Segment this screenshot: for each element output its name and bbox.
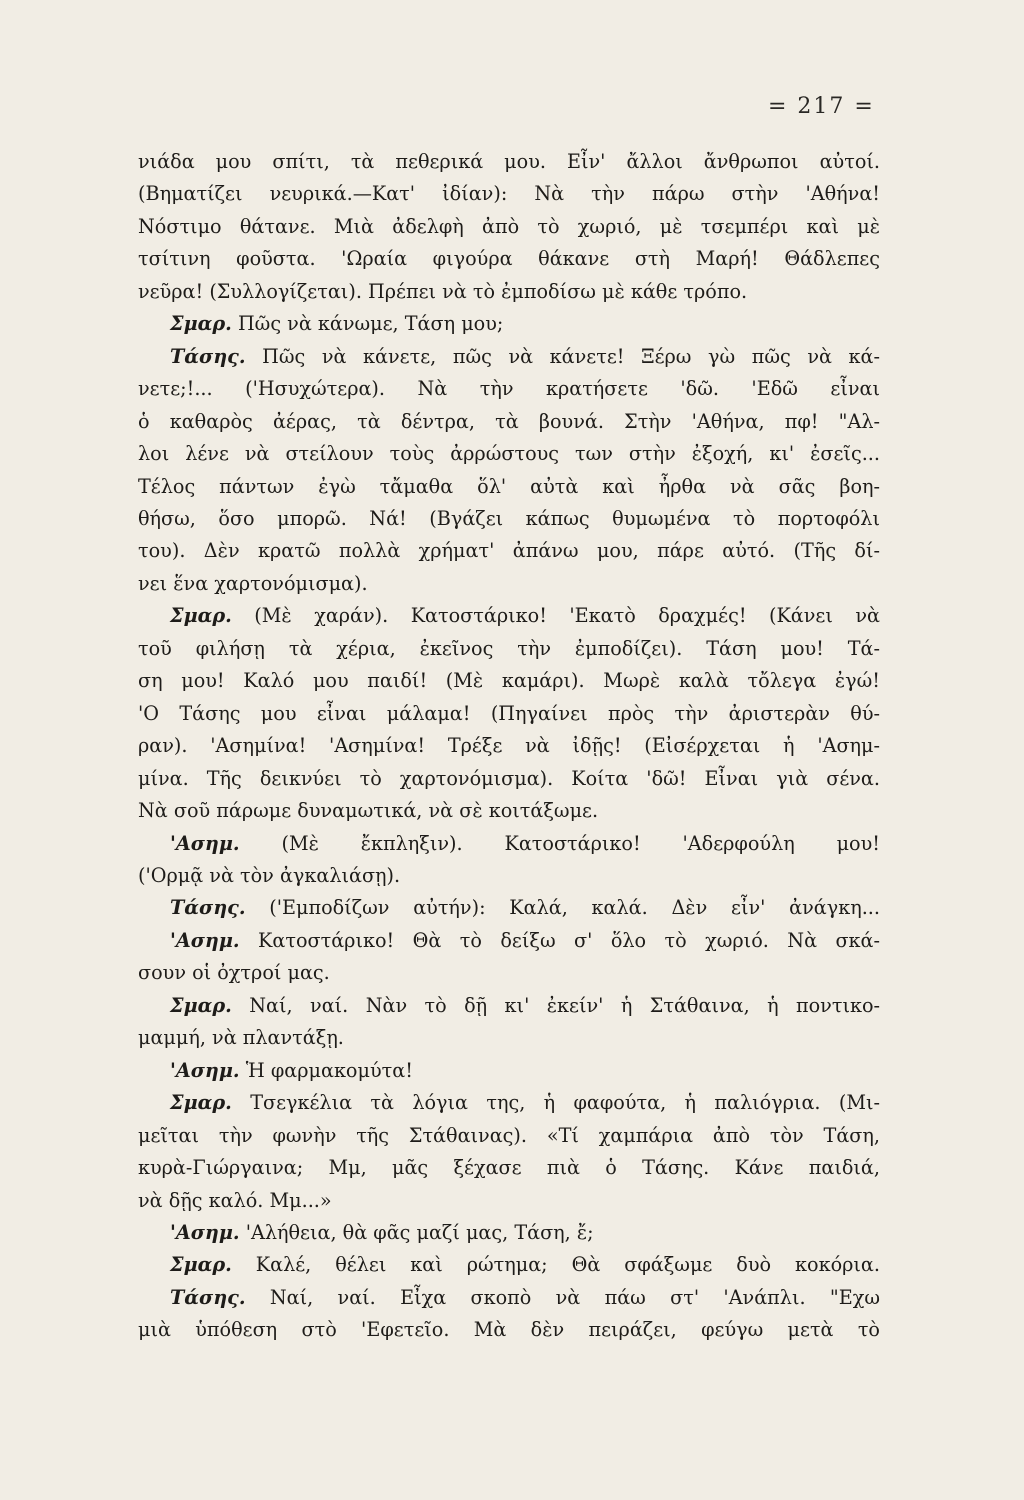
line-text: Ἡ φαρμακομύτα!: [245, 1058, 413, 1082]
text-line: [138, 1217, 880, 1249]
line-text: μεῖται τὴν φωνὴν τῆς Στάθαινας). «Τί χαμπάρια ἀπὸ τὸν Τάση,: [138, 1123, 880, 1147]
speaker-name: Τάσης.: [170, 1285, 246, 1309]
text-line: [138, 276, 880, 308]
page-number: = 217 =: [768, 94, 875, 119]
text-line: [138, 990, 880, 1022]
line-text: Τσεγκέλια τὰ λόγια της, ἡ φαφούτα, ἡ παλιόγρια. (Μι-: [250, 1091, 880, 1115]
speaker-name: Σμαρ.: [170, 993, 232, 1017]
speaker-name: Τάσης.: [170, 344, 246, 368]
speaker-name: Σμαρ.: [170, 312, 232, 336]
text-line: [138, 828, 880, 860]
speaker-name: Σμαρ.: [170, 604, 232, 628]
text-line: [138, 1087, 880, 1119]
text-line: [138, 698, 880, 730]
text-line: [138, 178, 880, 210]
line-text: 'Ο Τάσης μου εἶναι μάλαμα! (Πηγαίνει πρὸς τὴν ἀριστερὰν θύ-: [138, 701, 880, 725]
line-text: Ναί, ναί. Εἶχα σκοπὸ νὰ πάω στ' 'Ανάπλι. "Εχω: [269, 1285, 880, 1309]
speaker-name: Σμαρ.: [170, 1253, 232, 1277]
text-line: [138, 438, 880, 470]
line-text: ὁ καθαρὸς ἀέρας, τὰ δέντρα, τὰ βουνά. Στὴν 'Αθήνα, πφ! "Αλ-: [138, 409, 880, 433]
line-text: ('Ορμᾷ νὰ τὸν ἀγκαλιάσῃ).: [138, 863, 401, 887]
text-line: [138, 730, 880, 762]
line-text: (Βηματίζει νευρικά.—Κατ' ἰδίαν): Νὰ τὴν πάρω στὴν 'Αθήνα!: [138, 182, 880, 206]
line-text: νὰ δῇς καλό. Μμ...»: [138, 1188, 332, 1212]
line-text: Κατοστάρικο! Θὰ τὸ δείξω σ' ὅλο τὸ χωριό. Νὰ σκά-: [258, 928, 880, 952]
speaker-name: 'Ασημ.: [170, 1058, 240, 1082]
line-text: Ναί, ναί. Νὰν τὸ δῇ κι' ἐκείν' ἡ Στάθαινα, ἡ ποντικο-: [249, 993, 880, 1017]
line-text: μίνα. Τῆς δεικνύει τὸ χαρτονόμισμα). Κοίτα 'δῶ! Εἶναι γιὰ σένα.: [138, 766, 880, 790]
line-text: νεῦρα! (Συλλογίζεται). Πρέπει νὰ τὸ ἐμποδίσω μὲ κάθε τρόπο.: [138, 279, 748, 303]
text-line: [138, 146, 880, 178]
line-text: μαμμή, νὰ πλαντάξῃ.: [138, 1026, 344, 1050]
text-line: [138, 957, 880, 989]
text-line: [138, 1152, 880, 1184]
line-text: τσίτινη φοῦστα. 'Ωραία φιγούρα θάκανε στὴ Μαρή! Θάδλεπες: [138, 247, 880, 271]
text-line: [138, 633, 880, 665]
line-text: σουν οἱ ὀχτροί μας.: [138, 961, 330, 985]
text-line: [138, 1055, 880, 1087]
line-text: Νόστιμο θάτανε. Μιὰ ἀδελφὴ ἀπὸ τὸ χωριό, μὲ τσεμπέρι καὶ μὲ: [138, 214, 880, 238]
line-text: Νὰ σοῦ πάρωμε δυναμωτικά, νὰ σὲ κοιτάξωμε.: [138, 799, 599, 823]
line-text: Πῶς νὰ κάνετε, πῶς νὰ κάνετε! Ξέρω γὼ πῶς νὰ κά-: [262, 344, 880, 368]
line-text: (Μὲ χαράν). Κατοστάρικο! 'Εκατὸ δραχμές! (Κάνει νὰ: [254, 604, 880, 628]
text-line: [138, 471, 880, 503]
text-line: [138, 795, 880, 827]
text-line: [138, 1249, 880, 1281]
text-line: [138, 763, 880, 795]
text-line: [138, 860, 880, 892]
line-text: Καλέ, θέλει καὶ ρώτημα; Θὰ σφάξωμε δυὸ κοκόρια.: [255, 1253, 880, 1277]
text-line: [138, 600, 880, 632]
text-line: [138, 1314, 880, 1346]
text-line: [138, 406, 880, 438]
speaker-name: Σμαρ.: [170, 1091, 232, 1115]
line-text: κυρὰ-Γιώργαινα; Μμ, μᾶς ξέχασε πιὰ ὁ Τάσης. Κάνε παιδιά,: [138, 1156, 880, 1180]
text-line: [138, 1120, 880, 1152]
speaker-name: 'Ασημ.: [170, 1220, 240, 1244]
line-text: νιάδα μου σπίτι, τὰ πεθερικά μου. Εἶν' ἄλλοι ἄνθρωποι αὐτοί.: [138, 150, 880, 173]
line-text: ραν). 'Ασημίνα! 'Ασημίνα! Τρέξε νὰ ἰδῇς! (Εἰσέρχεται ἡ 'Ασημ-: [138, 734, 880, 758]
text-line: [138, 308, 880, 340]
line-text: μιὰ ὑπόθεση στὸ 'Εφετεῖο. Μὰ δὲν πειράζει, φεύγω μετὰ τὸ: [138, 1318, 880, 1342]
text-line: [138, 665, 880, 697]
text-line: [138, 1022, 880, 1054]
line-text: Τέλος πάντων ἐγὼ τἄμαθα ὅλ' αὐτὰ καὶ ἦρθα νὰ σᾶς βοη-: [138, 474, 880, 498]
text-line: [138, 341, 880, 373]
text-line: [138, 503, 880, 535]
text-line: [138, 535, 880, 567]
text-line: [138, 1185, 880, 1217]
line-text: Πῶς νὰ κάνωμε, Τάση μου;: [237, 312, 504, 336]
text-line: [138, 925, 880, 957]
speaker-name: 'Ασημ.: [170, 928, 240, 952]
text-line: [138, 568, 880, 600]
speaker-name: 'Ασημ.: [170, 831, 240, 855]
text-line: [138, 243, 880, 275]
text-line: [138, 892, 880, 924]
line-text: θήσω, ὅσο μπορῶ. Νά! (Βγάζει κάπως θυμωμένα τὸ πορτοφόλι: [138, 506, 880, 530]
text-line: [138, 211, 880, 243]
line-text: ('Εμποδίζων αὐτήν): Καλά, καλά. Δὲν εἶν' ἀνάγκη...: [269, 896, 880, 920]
line-text: τοῦ φιλήσῃ τὰ χέρια, ἐκεῖνος τὴν ἐμποδίζει). Τάση μου! Τά-: [138, 636, 880, 660]
text-line: [138, 373, 880, 405]
speaker-name: Τάσης.: [170, 896, 246, 920]
page-body-text: [138, 146, 880, 1347]
line-text: του). Δὲν κρατῶ πολλὰ χρήματ' ἀπάνω μου, πάρε αὐτό. (Τῆς δί-: [138, 539, 880, 563]
line-text: ση μου! Καλό μου παιδί! (Μὲ καμάρι). Μωρὲ καλὰ τὄλεγα ἐγώ!: [138, 669, 880, 693]
line-text: (Μὲ ἔκπληξιν). Κατοστάρικο! 'Αδερφούλη μου!: [281, 831, 880, 855]
line-text: νετε;!... ('Ησυχώτερα). Νὰ τὴν κρατήσετε 'δῶ. 'Εδῶ εἶναι: [138, 377, 880, 401]
line-text: 'Αλήθεια, θὰ φᾶς μαζί μας, Τάση, ἔ;: [245, 1220, 594, 1244]
line-text: νει ἕνα χαρτονόμισμα).: [138, 571, 368, 595]
line-text: λοι λένε νὰ στείλουν τοὺς ἀρρώστους των στὴν ἐξοχή, κι' ἐσεῖς...: [138, 442, 880, 466]
text-line: [138, 1282, 880, 1314]
